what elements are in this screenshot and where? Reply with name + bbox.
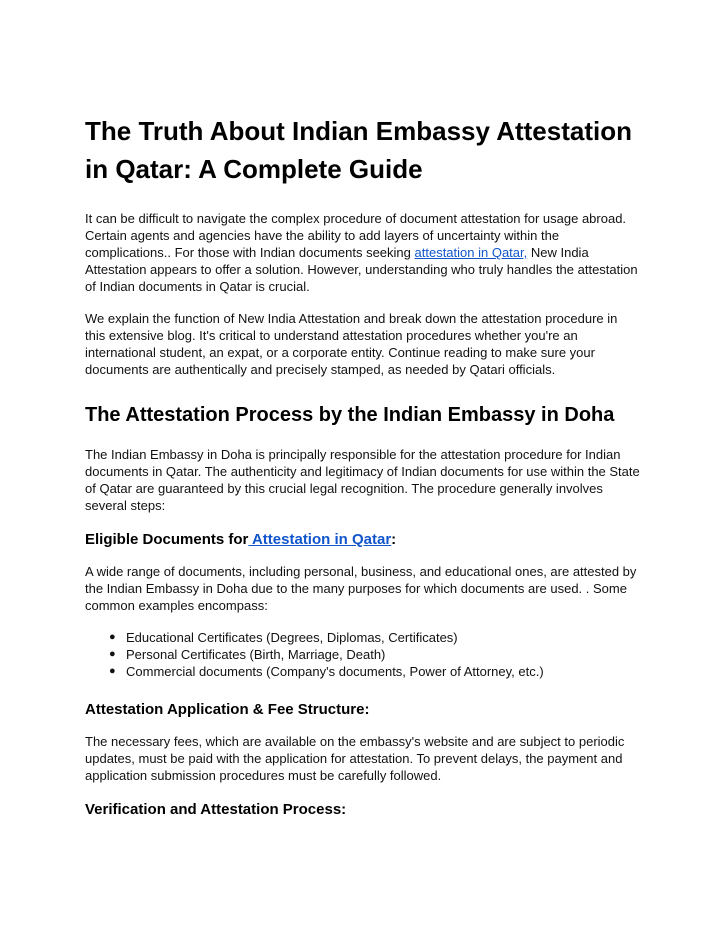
fee-structure-paragraph: The necessary fees, which are available on the embassy's website and are subject to periodic updates, must be paid with the application for attestation. To prevent delays, the payment and application submission procedures must be carefully followed. <box>85 734 625 783</box>
intro-text-part1: It can be difficult to navigate the complex procedure of document attestation for usage abroad. Certain agents and agencies have the ability to add layers of uncertainty within the complications.. For those with Indian documents seeking <box>85 211 627 260</box>
fee-structure-heading: Attestation Application & Fee Structure: <box>85 701 370 718</box>
list-item <box>109 629 640 646</box>
list-item <box>109 646 640 663</box>
bullet-icon: ● <box>109 665 116 677</box>
bullet-icon: ● <box>109 631 116 643</box>
eligible-documents-paragraph: A wide range of documents, including personal, business, and educational ones, are attested by the Indian Embassy in Doha due to the many purposes for which documents are used. . Some common examples encompass: <box>85 564 637 613</box>
intro-paragraph <box>85 210 640 295</box>
eligible-heading-suffix: : <box>391 531 397 548</box>
list-item-text: Educational Certificates (Degrees, Diplomas, Certificates) <box>126 630 458 645</box>
explainer-paragraph: We explain the function of New India Attestation and break down the attestation procedure in this extensive blog. It's critical to understand attestation procedures whether you're an international student, an expat, or a corporate entity. Continue reading to make sure your documents are authentically and precisely stamped, as needed by Qatari officials. <box>85 311 618 377</box>
list-item-text: Personal Certificates (Birth, Marriage, Death) <box>126 647 386 662</box>
section-heading-embassy-process: The Attestation Process by the Indian Embassy in Doha <box>85 404 615 426</box>
verification-heading: Verification and Attestation Process: <box>85 801 347 818</box>
list-item-text: Commercial documents (Company's documents, Power of Attorney, etc.) <box>126 664 544 679</box>
intro-text-part2: New India Attestation appears to offer a solution. However, understanding who truly handles the attestation of Indian documents in Qatar is crucial. <box>85 245 638 294</box>
document-title: The Truth About Indian Embassy Attestation in Qatar: A Complete Guide <box>85 116 632 184</box>
bullet-icon: ● <box>109 648 116 660</box>
eligible-heading-prefix: Eligible Documents for <box>85 531 249 548</box>
list-item <box>109 663 640 680</box>
eligible-documents-list <box>85 629 640 680</box>
embassy-process-paragraph: The Indian Embassy in Doha is principally responsible for the attestation procedure for Indian documents in Qatar. The authenticity and legitimacy of Indian documents for use within the State of Qatar are guaranteed by this crucial legal recognition. The procedure generally involves several steps: <box>85 447 640 513</box>
eligible-heading-link[interactable]: Attestation in Qatar <box>248 531 392 548</box>
attestation-in-qatar-link[interactable]: attestation in Qatar, <box>414 245 528 260</box>
eligible-documents-heading <box>85 529 640 551</box>
